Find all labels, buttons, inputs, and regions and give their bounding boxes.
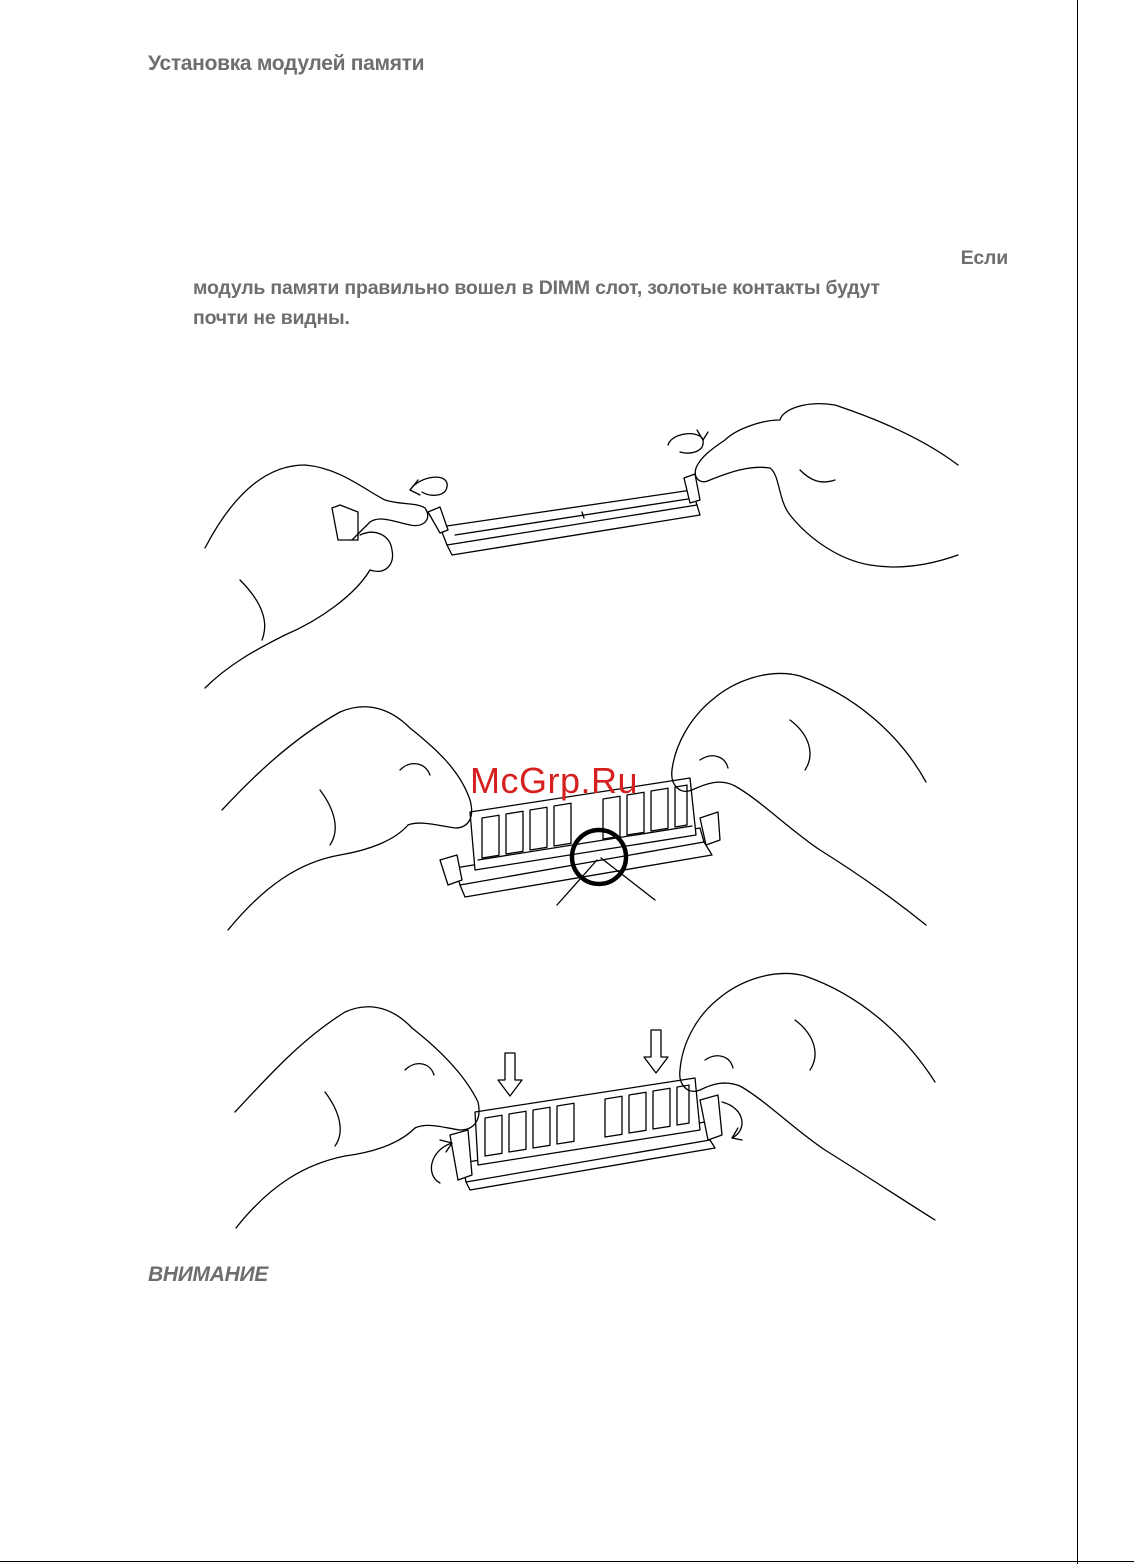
memory-install-illustration (195, 395, 965, 1240)
instruction-line-3: почти не видны. (193, 307, 350, 329)
page-border (1077, 0, 1078, 1564)
instruction-text (193, 243, 1008, 333)
instruction-line-2: модуль памяти правильно вошел в DIMM слот, золотые контакты будут (193, 277, 880, 299)
instruction-line-1: Если (960, 247, 1008, 269)
step-press-down-illustration (235, 973, 935, 1228)
step-open-clips-illustration (205, 404, 958, 688)
warning-heading: ВНИМАНИЕ (148, 1263, 268, 1286)
section-title: Установка модулей памяти (148, 52, 425, 75)
page-border-bottom (0, 1561, 1134, 1562)
watermark: McGrp.Ru (470, 760, 639, 801)
